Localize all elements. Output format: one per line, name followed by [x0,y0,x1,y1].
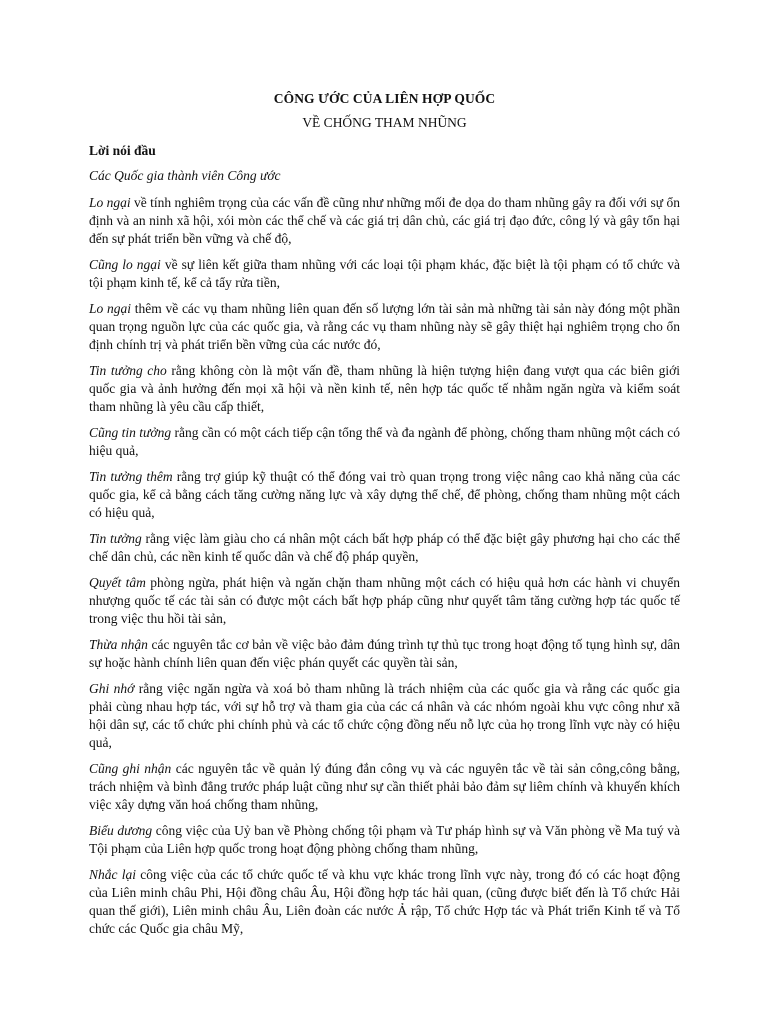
preamble-paragraph [89,636,680,672]
paragraph-lead: Thừa nhận [89,637,148,652]
addressee-line: Các Quốc gia thành viên Công ước [89,168,281,183]
preamble-paragraphs [89,194,680,938]
preamble-paragraph [89,530,680,566]
preamble-paragraph [89,574,680,628]
paragraph-text: thêm về các vụ tham nhũng liên quan đến số lượng lớn tài sản mà những tài sản này đóng một phần quan trọng nguồn lực của các quốc gia, và rằng các vụ tham nhũng này sẽ gây thiệt hại nghiêm trọng cho ổn định chính trị và phát triển bền vững của các nước đó, [89,301,680,352]
preamble-paragraph [89,256,680,292]
paragraph-text: rằng không còn là một vấn đề, tham nhũng là hiện tượng hiện đang vượt qua các biên giới quốc gia và ảnh hưởng đến mọi xã hội và nền kinh tế, nên hợp tác quốc tế nhằm ngăn ngừa và kiểm soát tham nhũng là yêu cầu cấp thiết, [89,363,681,414]
paragraph-text: rằng cần có một cách tiếp cận tổng thể và đa ngành để phòng, chống tham nhũng một cách có hiệu quả, [89,425,680,458]
preamble-paragraph [89,300,680,354]
preamble-paragraph [89,760,680,814]
paragraph-text: rằng trợ giúp kỹ thuật có thể đóng vai trò quan trọng trong việc nâng cao khả năng của các quốc gia, kể cả bằng cách tăng cường năng lực và xây dựng thể chế, để phòng, chống tham nhũng một cách có hiệu quả, [89,469,680,520]
paragraph-text: công việc của các tổ chức quốc tế và khu vực khác trong lĩnh vực này, trong đó có các hoạt động của Liên minh châu Phi, Hội đồng châu Âu, Hội đồng hợp tác hải quan, (cũng được biết đến là Tổ chức Hải quan thế giới), Liên minh châu Âu, Liên đoàn các nước Ả rập, Tổ chức Hợp tác và Phát triển Kinh tế và Tổ chức các Quốc gia châu Mỹ, [89,867,681,936]
paragraph-lead: Nhắc lại [89,867,136,882]
preamble-paragraph [89,680,680,752]
paragraph-text: rằng việc làm giàu cho cá nhân một cách bất hợp pháp có thể đặc biệt gây phương hại cho các thể chế dân chủ, các nền kinh tế quốc dân và chế độ pháp quyền, [89,531,680,564]
paragraph-text: công việc của Uỷ ban về Phòng chống tội phạm và Tư pháp hình sự và Văn phòng về Ma tuý và Tội phạm của Liên hợp quốc trong hoạt động phòng chống tham nhũng, [89,823,680,856]
preamble-paragraph [89,866,680,938]
paragraph-text: rằng việc ngăn ngừa và xoá bỏ tham nhũng là trách nhiệm của các quốc gia và rằng các quốc gia phải cùng nhau hợp tác, với sự hỗ trợ và tham gia của các cá nhân và các nhóm ngoài khu vực công như xã hội dân sự, các tổ chức phi chính phủ và các tổ chức cộng đồng nếu nỗ lực của họ trong lĩnh vực này có hiệu quả, [89,681,680,750]
paragraph-lead: Lo ngại [89,301,131,316]
paragraph-lead: Tin tưởng [89,531,142,546]
paragraph-lead: Cũng tin tưởng [89,425,172,440]
document-title: CÔNG ƯỚC CỦA LIÊN HỢP QUỐC [273,91,496,106]
paragraph-text: các nguyên tắc về quản lý đúng đắn công vụ và các nguyên tắc về tài sản công,công bằng, trách nhiệm và bình đẳng trước pháp luật cũng như sự cần thiết phải bảo đảm sự liêm chính và khuyến khích việc xây dựng văn hoá chống tham nhũng, [89,761,680,812]
paragraph-lead: Cũng ghi nhận [89,761,172,776]
paragraph-lead: Lo ngại [89,195,131,210]
paragraph-text: phòng ngừa, phát hiện và ngăn chặn tham nhũng một cách có hiệu quả hơn các hành vi chuyển nhượng quốc tế các tài sản có được một cách bất hợp pháp cũng như quyết tâm tăng cường hợp tác quốc tế trong việc thu hồi tài sản, [89,575,680,626]
paragraph-lead: Biểu dương [89,823,153,838]
document-subtitle: VỀ CHỐNG THAM NHŨNG [302,115,467,130]
paragraph-lead: Ghi nhớ [89,681,135,696]
paragraph-lead: Quyết tâm [89,575,146,590]
preamble-paragraph [89,194,680,248]
paragraph-lead: Cũng lo ngại [89,257,161,272]
preamble-paragraph [89,362,680,416]
paragraph-lead: Tin tưởng cho [89,363,167,378]
preamble-paragraph [89,468,680,522]
paragraph-text: về tính nghiêm trọng của các vấn đề cũng như những mối đe dọa do tham nhũng gây ra đối với sự ổn định và an ninh xã hội, xói mòn các thể chế và các giá trị dân chủ, các giá trị đạo đức, công lý và gây tổn hại đến sự phát triển bền vững và chế độ, [89,195,680,246]
preamble-paragraph [89,424,680,460]
section-heading: Lời nói đầu [89,143,156,158]
paragraph-text: về sự liên kết giữa tham nhũng với các loại tội phạm khác, đặc biệt là tội phạm có tổ chức và tội phạm kinh tế, kể cả tẩy rửa tiền, [89,257,680,290]
paragraph-lead: Tin tưởng thêm [89,469,173,484]
paragraph-text: các nguyên tắc cơ bản về việc bảo đảm đúng trình tự thủ tục trong hoạt động tố tụng hình sự, dân sự hoặc hành chính liên quan đến việc phán quyết các quyền tài sản, [89,637,680,670]
preamble-paragraph [89,822,680,858]
